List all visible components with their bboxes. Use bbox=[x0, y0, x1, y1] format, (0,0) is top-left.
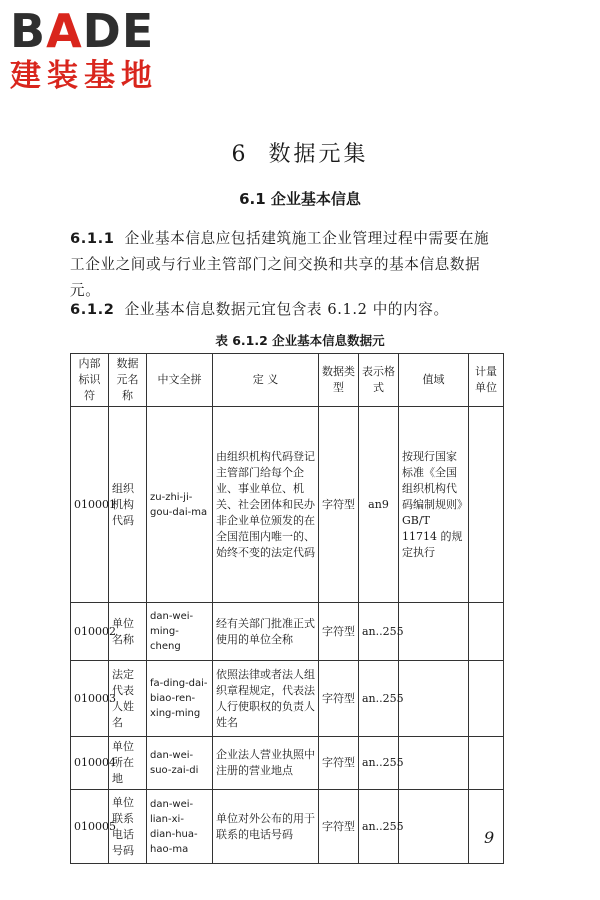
cell-id: 010002 bbox=[71, 603, 109, 661]
header-unit: 计量单位 bbox=[469, 354, 504, 407]
cell-id: 010001 bbox=[71, 407, 109, 603]
table-caption: 表 6.1.2 企业基本信息数据元 bbox=[215, 333, 385, 348]
cell-pinyin: fa-ding-dai-biao-ren-xing-ming bbox=[147, 661, 213, 737]
cell-type: 字符型 bbox=[319, 790, 359, 864]
clause-number: 6.1.2 bbox=[70, 301, 115, 318]
logo-letter-a: A bbox=[46, 4, 83, 58]
logo-wordmark bbox=[10, 6, 180, 56]
cell-unit bbox=[469, 737, 504, 790]
cell-type: 字符型 bbox=[319, 661, 359, 737]
header-pinyin: 中文全拼 bbox=[147, 354, 213, 407]
page-number: 9 bbox=[484, 828, 495, 847]
header-value-range: 值域 bbox=[399, 354, 469, 407]
cell-id: 010003 bbox=[71, 661, 109, 737]
cell-type: 字符型 bbox=[319, 603, 359, 661]
clause-6-1-2 bbox=[70, 297, 500, 323]
cell-format: an..255 bbox=[359, 790, 399, 864]
header-data-type: 数据类型 bbox=[319, 354, 359, 407]
logo-chinese-name: 建装基地 bbox=[10, 58, 158, 94]
cell-name: 单位联系电话号码 bbox=[109, 790, 147, 864]
cell-pinyin: zu-zhi-ji-gou-dai-ma bbox=[147, 407, 213, 603]
clause-text: 企业基本信息应包括建筑施工企业管理过程中需要在施工企业之间或与行业主管部门之间交换和共享的基本信息数据元。 bbox=[70, 230, 490, 299]
header-internal-id: 内部标识符 bbox=[71, 354, 109, 407]
table-row bbox=[71, 737, 504, 790]
cell-type: 字符型 bbox=[319, 737, 359, 790]
cell-pinyin: dan-wei-suo-zai-di bbox=[147, 737, 213, 790]
header-element-name: 数据元名称 bbox=[109, 354, 147, 407]
clause-text: 企业基本信息数据元宜包含表 6.1.2 中的内容。 bbox=[124, 301, 449, 318]
cell-unit bbox=[469, 790, 504, 864]
cell-range: 按现行国家标准《全国组织机构代码编制规则》GB/T 11714 的规定执行 bbox=[399, 407, 469, 603]
cell-type: 字符型 bbox=[319, 407, 359, 603]
cell-range bbox=[399, 790, 469, 864]
cell-format: an..255 bbox=[359, 737, 399, 790]
data-element-table bbox=[70, 353, 504, 864]
cell-name: 单位所在地 bbox=[109, 737, 147, 790]
cell-format: an..255 bbox=[359, 661, 399, 737]
cell-id: 010004 bbox=[71, 737, 109, 790]
table-row bbox=[71, 661, 504, 737]
cell-format: an..255 bbox=[359, 603, 399, 661]
cell-unit bbox=[469, 661, 504, 737]
chapter-title: 6 数据元集 bbox=[231, 142, 369, 167]
logo-letters-de: DE bbox=[82, 4, 155, 58]
header-format: 表示格式 bbox=[359, 354, 399, 407]
cell-definition: 由组织机构代码登记主管部门给每个企业、事业单位、机关、社会团体和民办非企业单位颁发的在全国范围内唯一的、始终不变的法定代码 bbox=[213, 407, 319, 603]
section-title: 6.1 企业基本信息 bbox=[239, 190, 361, 208]
cell-range bbox=[399, 603, 469, 661]
cell-range bbox=[399, 661, 469, 737]
cell-definition: 单位对外公布的用于联系的电话号码 bbox=[213, 790, 319, 864]
cell-id: 010005 bbox=[71, 790, 109, 864]
clause-6-1-1 bbox=[70, 226, 500, 304]
table-row bbox=[71, 790, 504, 864]
brand-logo bbox=[10, 6, 180, 96]
clause-number: 6.1.1 bbox=[70, 230, 115, 247]
table-row bbox=[71, 407, 504, 603]
cell-pinyin: dan-wei-ming-cheng bbox=[147, 603, 213, 661]
cell-range bbox=[399, 737, 469, 790]
cell-format: an9 bbox=[359, 407, 399, 603]
cell-name: 组织机构代码 bbox=[109, 407, 147, 603]
cell-name: 法定代表人姓名 bbox=[109, 661, 147, 737]
table-row bbox=[71, 603, 504, 661]
cell-pinyin: dan-wei-lian-xi-dian-hua-hao-ma bbox=[147, 790, 213, 864]
logo-letter-b: B bbox=[10, 4, 47, 58]
header-definition: 定 义 bbox=[213, 354, 319, 407]
cell-name: 单位名称 bbox=[109, 603, 147, 661]
cell-unit bbox=[469, 407, 504, 603]
table-header-row bbox=[71, 354, 504, 407]
cell-definition: 经有关部门批准正式使用的单位全称 bbox=[213, 603, 319, 661]
cell-definition: 依照法律或者法人组织章程规定，代表法人行使职权的负责人姓名 bbox=[213, 661, 319, 737]
cell-definition: 企业法人营业执照中注册的营业地点 bbox=[213, 737, 319, 790]
cell-unit bbox=[469, 603, 504, 661]
